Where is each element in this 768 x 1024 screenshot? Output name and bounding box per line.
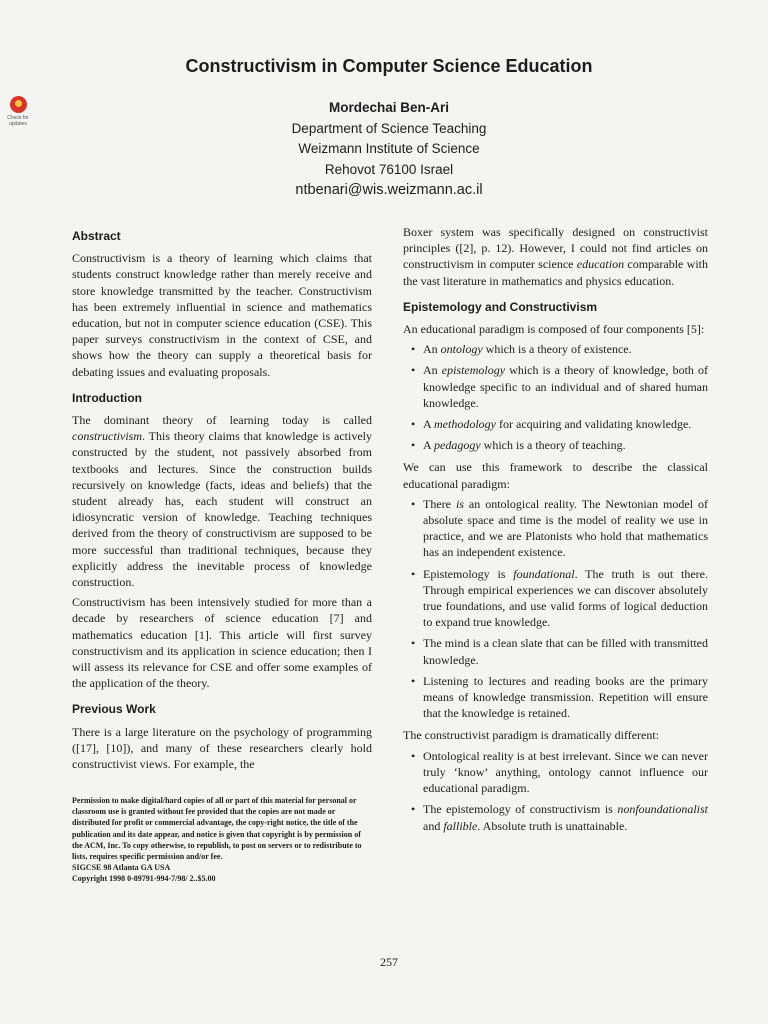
right-column	[403, 224, 708, 840]
list-item: • A pedagogy which is a theory of teaching.	[413, 437, 708, 453]
author-address: Rehovot 76100 Israel	[324, 161, 454, 177]
list-item: • Ontological reality is at best irrelevant. Since we can never truly ‘know’ anything, ontology cannot influence our educational paradigm.	[413, 748, 708, 797]
classical-paradigm-intro: We can use this framework to describe the classical educational paradigm:	[403, 460, 708, 491]
abstract-text: Constructivism is a theory of learning which claims that students construct knowledge rather than merely receive and store knowledge transmitted by the teacher. Constructivism has been extremely influential in science and mathematics education, but not in computer science education (CSE). This paper surveys constructivism in the context of CSE, and shows how the theory can supply a theoretical basis for debating issues and evaluating proposals.	[72, 251, 372, 379]
author-email: ntbenari@wis.weizmann.ac.il	[295, 182, 483, 198]
list-item: • Listening to lectures and reading books are the primary means of knowledge transmission. Repetition will ensure that the knowledge is retained.	[413, 673, 708, 722]
list-item: • A methodology for acquiring and validating knowledge.	[413, 416, 708, 432]
previous-work-paragraph: There is a large literature on the psychology of programming ([17], [10]), and many of these researchers clearly hold constructivist views. For example, the	[72, 724, 372, 772]
introduction-paragraph-2: Constructivism has been intensively studied for more than a decade by researchers of science education [7] and mathematics education [1]. This article will first survey constructivism and its application in science education; then I will assess its relevance for CSE and offer some examples of the application of the theory.	[72, 595, 372, 691]
introduction-paragraph-1: The dominant theory of learning today is called constructivism. This theory claims that knowledge is actively constructed by the student, not passively absorbed from textbooks and lectures. Since the construction builds recursively on knowledge (facts, ideas and beliefs) that the student already has, each student will construct an idiosyncratic version of knowledge. Teaching techniques derived from the theory of constructivism are supposed to be more successful than traditional techniques, because they explicitly address the inevitable process of knowledge construction.	[72, 413, 372, 590]
list-item: • There is an ontological reality. The Newtonian model of absolute space and time is the model of reality we use in practice, and we are Platonists who hold that mathematics has an independent existence.	[413, 496, 708, 561]
left-column	[72, 228, 372, 776]
classical-paradigm-list	[403, 496, 708, 722]
conference-line: SIGCSE 98 Atlanta GA USA	[72, 863, 171, 873]
epistemology-heading: Epistemology and Constructivism	[403, 299, 598, 314]
list-item: • Epistemology is foundational. The truth is out there. Through empirical experiences we can discover absolutely true foundations, and use valid forms of logical deduction to expand true knowledge.	[413, 566, 708, 631]
list-item: • The epistemology of constructivism is nonfoundationalist and fallible. Absolute truth is unattainable.	[413, 801, 708, 833]
badge-label: Check for updates	[7, 115, 29, 127]
author-block	[0, 98, 768, 201]
page-number: 257	[380, 955, 398, 969]
constructivist-paradigm-intro: The constructivist paradigm is dramatically different:	[403, 728, 660, 743]
list-item: • An epistemology which is a theory of knowledge, both of knowledge specific to an individual and of shared human knowledge.	[413, 362, 708, 411]
copyright-line: Copyright 1998 0-89791-994-7/98/ 2..$5.00	[72, 874, 216, 884]
author-institute: Weizmann Institute of Science	[298, 141, 480, 156]
paradigm-intro: An educational paradigm is composed of four components [5]:	[403, 322, 705, 337]
author-department: Department of Science Teaching	[291, 120, 487, 136]
abstract-heading: Abstract	[72, 229, 121, 243]
previous-work-heading: Previous Work	[72, 702, 156, 717]
introduction-heading: Introduction	[72, 390, 142, 405]
list-item: • The mind is a clean slate that can be filled with transmitted knowledge.	[413, 635, 708, 667]
constructivist-paradigm-list	[403, 748, 708, 834]
permission-text: Permission to make digital/hard copies of all or part of this material for personal or classroom use is granted without fee provided that the copies are not made or distributed for profit or commercial advantage, the copy-right notice, the title of the publication and its date appear, and notice is given that copyright is by permission of the ACM, Inc. To copy otherwise, to republish, to post on servers or to redistribute to lists, requires specific permission and/or fee.	[72, 796, 362, 862]
author-name: Mordechai Ben-Ari	[328, 100, 450, 115]
permission-footnote	[72, 795, 368, 885]
paper-title: Constructivism in Computer Science Education	[185, 56, 593, 76]
previous-work-continuation: Boxer system was specifically designed on constructivist principles ([2], p. 12). However, I could not find articles on constructivism in computer science education comparable with the vast literature in mathematics and physics education.	[403, 225, 708, 288]
paradigm-components-list	[403, 341, 708, 453]
list-item: • An ontology which is a theory of existence.	[413, 341, 708, 357]
